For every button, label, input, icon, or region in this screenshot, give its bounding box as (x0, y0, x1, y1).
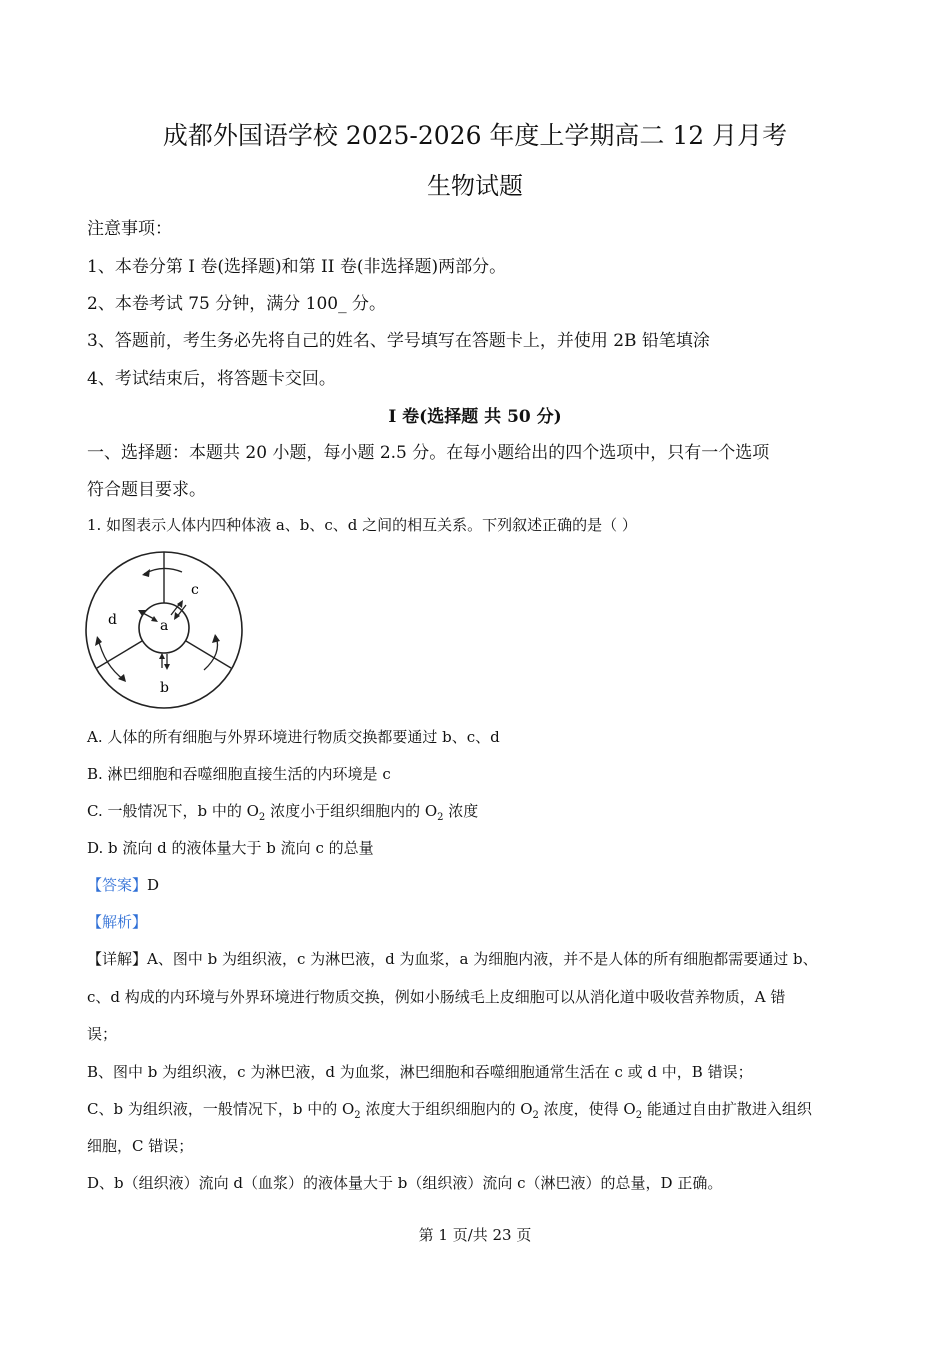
body-fluid-diagram (84, 550, 244, 710)
answer-line (87, 874, 159, 895)
explanation-c: C、b 为组织液，一般情况下，b 中的 $O_2$ 浓度大于组织细胞内的 $O_2$ 浓度，使得 $O_2$ 能通过自由扩散进入组织 (87, 1100, 812, 1121)
arrowhead-icon (212, 634, 220, 643)
section-instruction: 一、选择题：本题共 20 小题，每小题 2.5 分。在每小题给出的四个选项中，只有一个选项 (87, 443, 770, 463)
label-b: b (160, 680, 169, 696)
explanation-a: c、d 构成的内环境与外界环境进行物质交换，例如小肠绒毛上皮细胞可以从消化道中吸收营养物质，A 错 (87, 988, 786, 1006)
arrowhead-icon (151, 616, 158, 622)
analysis-label: 【解析】 (87, 913, 148, 931)
section-instruction: 符合题目要求。 (87, 480, 206, 500)
arrowhead-icon (159, 653, 165, 659)
note-item: 3、答题前，考生务必先将自己的姓名、学号填写在答题卡上，并使用 2B 铅笔填涂 (87, 331, 710, 351)
arrowhead-icon (95, 636, 102, 646)
label-d: d (108, 612, 117, 628)
arrowhead-icon (164, 664, 170, 670)
explanation-d: D、b（组织液）流向 d（血浆）的液体量大于 b（组织液）流向 c（淋巴液）的总量，D 正确。 (87, 1174, 723, 1192)
label-a: a (160, 618, 169, 634)
note-item: 4、考试结束后，将答题卡交回。 (87, 369, 336, 389)
note-item: 1、本卷分第 I 卷(选择题)和第 II 卷(非选择题)两部分。 (87, 257, 507, 277)
arrowhead-icon (142, 569, 150, 577)
exam-title: 成都外国语学校 2025-2026 年度上学期高二 12 月月考 (162, 121, 788, 150)
notes-heading: 注意事项： (87, 219, 172, 239)
option-c: C. 一般情况下，b 中的 $O_2$ 浓度小于组织细胞内的 $O_2$ 浓度 (87, 802, 479, 823)
explanation-a: 【详解】A、图中 b 为组织液，c 为淋巴液，d 为血浆，a 为细胞内液，并不是人体的所有细胞都需要通过 b、 (87, 950, 818, 968)
explanation-a: 误； (87, 1025, 118, 1043)
section-title: I 卷(选择题 共 50 分) (388, 407, 562, 427)
option-b: B. 淋巴细胞和吞噬细胞直接生活的内环境是 c (87, 765, 391, 783)
option-d: D. b 流向 d 的液体量大于 b 流向 c 的总量 (87, 839, 374, 857)
exam-subtitle: 生物试题 (427, 172, 523, 200)
page-number: 第 1 页/共 23 页 (418, 1226, 532, 1244)
question-stem: 1. 如图表示人体内四种体液 a、b、c、d 之间的相互关系。下列叙述正确的是（ ） (87, 516, 637, 534)
explanation-c: 细胞，C 错误； (87, 1137, 194, 1155)
option-a: A. 人体的所有细胞与外界环境进行物质交换都要通过 b、c、d (87, 728, 500, 746)
answer-label: 【答案】 (87, 876, 148, 894)
note-item: 2、本卷考试 75 分钟，满分 100_ 分。 (87, 294, 387, 314)
answer-value: D (147, 876, 160, 894)
label-c: c (191, 582, 199, 598)
divider-line (186, 641, 231, 668)
explanation-b: B、图中 b 为组织液，c 为淋巴液，d 为血浆，淋巴细胞和吞噬细胞通常生活在 c 或 d 中，B 错误； (87, 1063, 753, 1081)
